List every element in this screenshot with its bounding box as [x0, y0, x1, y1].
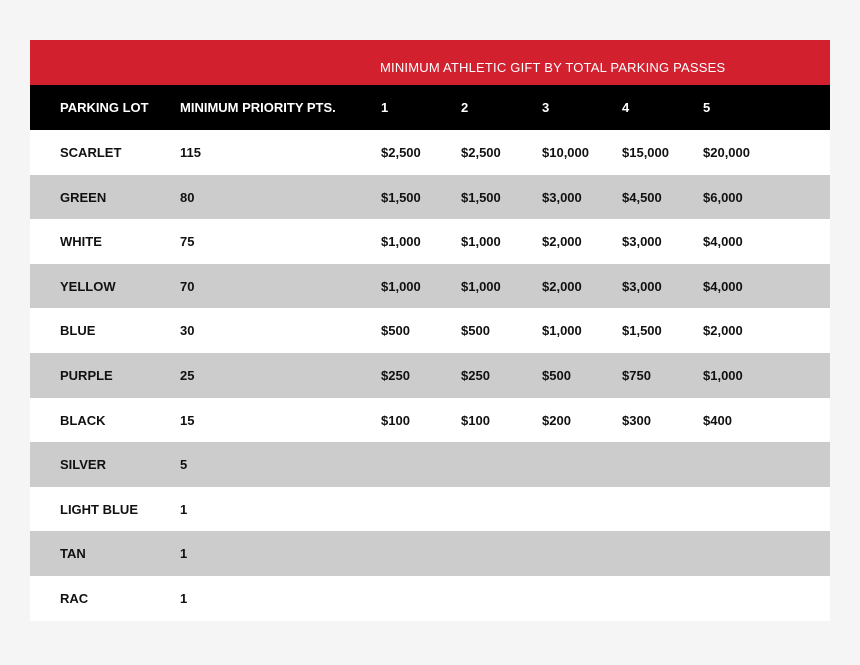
priority-points-cell: 70	[180, 278, 195, 294]
gift-amount-cell: $20,000	[703, 145, 750, 160]
gift-amount-cell: $6,000	[703, 189, 743, 205]
table-body	[30, 130, 830, 621]
lot-name-cell: BLUE	[60, 323, 96, 339]
gift-amount-cell: $1,000	[703, 367, 743, 383]
table-row	[30, 308, 830, 353]
table-row	[30, 398, 830, 443]
priority-points-cell: 5	[180, 457, 188, 473]
gift-amount-cell: $1,500	[461, 189, 501, 205]
lot-name-cell: PURPLE	[60, 367, 113, 383]
priority-points-cell: 1	[180, 590, 188, 606]
priority-points-cell: 15	[180, 412, 195, 428]
gift-amount-cell: $400	[703, 412, 732, 428]
gift-amount-cell: $100	[381, 412, 410, 428]
gift-amount-cell: $1,000	[461, 234, 501, 250]
gift-amount-cell: $4,500	[622, 189, 662, 205]
gift-amount-cell: $2,000	[542, 278, 582, 294]
table-row	[30, 576, 830, 621]
gift-amount-cell: $300	[622, 412, 651, 428]
table-row	[30, 531, 830, 576]
gift-amount-cell: $2,000	[542, 234, 582, 250]
lot-name-cell: GREEN	[60, 189, 107, 205]
super-header-title: MINIMUM ATHLETIC GIFT BY TOTAL PARKING PASSES	[380, 60, 726, 75]
column-header: 2	[461, 100, 469, 115]
priority-points-cell: 30	[180, 323, 195, 339]
column-header: 3	[542, 100, 550, 115]
gift-amount-cell: $2,500	[461, 145, 501, 160]
table-super-header	[30, 40, 830, 85]
column-header: PARKING LOT	[60, 100, 149, 115]
lot-name-cell: LIGHT BLUE	[60, 501, 138, 517]
table-row	[30, 487, 830, 532]
priority-points-cell: 75	[180, 234, 195, 250]
gift-amount-cell: $500	[461, 323, 490, 339]
gift-amount-cell: $500	[542, 367, 571, 383]
gift-amount-cell: $4,000	[703, 278, 743, 294]
gift-amount-cell: $15,000	[622, 145, 669, 160]
lot-name-cell: YELLOW	[60, 278, 116, 294]
gift-amount-cell: $1,000	[381, 278, 421, 294]
priority-points-cell: 115	[180, 145, 201, 160]
table-row	[30, 353, 830, 398]
gift-amount-cell: $10,000	[542, 145, 589, 160]
table-row	[30, 130, 830, 175]
lot-name-cell: SILVER	[60, 457, 106, 473]
gift-amount-cell: $2,000	[703, 323, 743, 339]
gift-amount-cell: $200	[542, 412, 571, 428]
lot-name-cell: SCARLET	[60, 145, 122, 160]
table-header-row	[30, 85, 830, 130]
gift-amount-cell: $750	[622, 367, 651, 383]
column-header: 4	[622, 100, 630, 115]
gift-amount-cell: $1,000	[381, 234, 421, 250]
gift-amount-cell: $1,500	[381, 189, 421, 205]
parking-table	[30, 40, 830, 621]
priority-points-cell: 25	[180, 367, 195, 383]
lot-name-cell: RAC	[60, 590, 89, 606]
lot-name-cell: WHITE	[60, 234, 102, 250]
lot-name-cell: TAN	[60, 546, 86, 562]
table-row	[30, 175, 830, 220]
column-header: 1	[381, 100, 389, 115]
gift-amount-cell: $4,000	[703, 234, 743, 250]
table-row	[30, 219, 830, 264]
table-row	[30, 442, 830, 487]
priority-points-cell: 1	[180, 501, 188, 517]
gift-amount-cell: $250	[461, 367, 490, 383]
gift-amount-cell: $250	[381, 367, 410, 383]
column-header: 5	[703, 100, 711, 115]
gift-amount-cell: $1,000	[542, 323, 582, 339]
gift-amount-cell: $500	[381, 323, 410, 339]
priority-points-cell: 80	[180, 189, 195, 205]
lot-name-cell: BLACK	[60, 412, 106, 428]
table-row	[30, 264, 830, 309]
gift-amount-cell: $3,000	[542, 189, 582, 205]
priority-points-cell: 1	[180, 546, 188, 562]
gift-amount-cell: $100	[461, 412, 490, 428]
gift-amount-cell: $1,000	[461, 278, 501, 294]
gift-amount-cell: $3,000	[622, 234, 662, 250]
gift-amount-cell: $2,500	[381, 145, 421, 160]
column-header: MINIMUM PRIORITY PTS.	[180, 100, 336, 115]
gift-amount-cell: $1,500	[622, 323, 662, 339]
gift-amount-cell: $3,000	[622, 278, 662, 294]
